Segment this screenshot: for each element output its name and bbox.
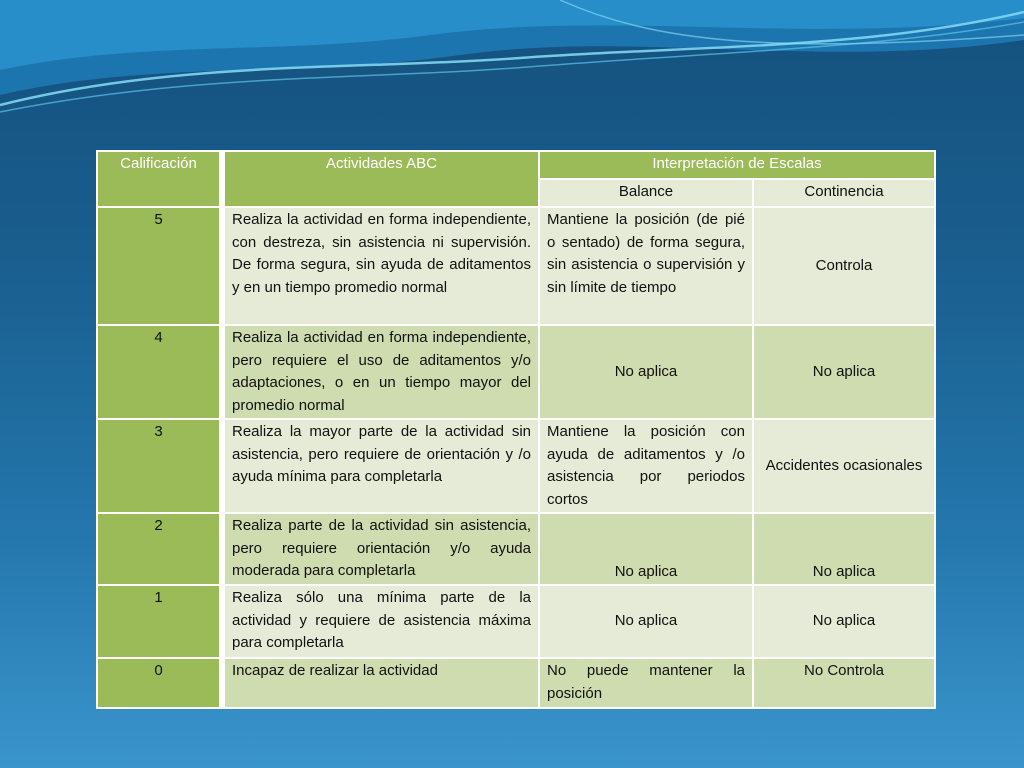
background-waves xyxy=(0,0,1024,130)
continencia-cell: Controla xyxy=(753,207,935,325)
balance-cell: No aplica xyxy=(539,585,753,658)
score-cell: 5 xyxy=(97,207,222,325)
table-row xyxy=(97,207,935,325)
continencia-cell: No Controla xyxy=(753,658,935,708)
balance-cell: No aplica xyxy=(539,325,753,419)
table-row xyxy=(97,513,935,585)
header-continencia: Continencia xyxy=(753,179,935,207)
activity-cell: Realiza la actividad en forma independiente, con destreza, sin asistencia ni supervisión. De forma segura, sin ayuda de aditamentos y en un tiempo promedio normal xyxy=(222,207,539,325)
continencia-cell: No aplica xyxy=(753,513,935,585)
header-interpretacion: Interpretación de Escalas xyxy=(539,151,935,179)
continencia-cell: No aplica xyxy=(753,325,935,419)
score-cell: 0 xyxy=(97,658,222,708)
balance-cell: No puede mantener la posición xyxy=(539,658,753,708)
header-calificacion: Calificación xyxy=(97,151,222,207)
activity-cell: Realiza sólo una mínima parte de la actividad y requiere de asistencia máxima para completarla xyxy=(222,585,539,658)
table-row xyxy=(97,325,935,419)
score-cell: 2 xyxy=(97,513,222,585)
activity-cell: Realiza parte de la actividad sin asistencia, pero requiere orientación y/o ayuda moderada para completarla xyxy=(222,513,539,585)
header-balance: Balance xyxy=(539,179,753,207)
score-cell: 4 xyxy=(97,325,222,419)
table-header-row xyxy=(97,151,935,179)
activity-cell: Realiza la mayor parte de la actividad sin asistencia, pero requiere de orientación y /o ayuda mínima para completarla xyxy=(222,419,539,513)
header-actividades: Actividades ABC xyxy=(222,151,539,207)
score-cell: 1 xyxy=(97,585,222,658)
activity-cell: Realiza la actividad en forma independiente, pero requiere el uso de aditamentos y/o adaptaciones, o en un tiempo mayor del promedio normal xyxy=(222,325,539,419)
continencia-cell: Accidentes ocasionales xyxy=(753,419,935,513)
score-cell: 3 xyxy=(97,419,222,513)
table-row xyxy=(97,658,935,708)
activity-cell: Incapaz de realizar la actividad xyxy=(222,658,539,708)
continencia-cell: No aplica xyxy=(753,585,935,658)
activities-scale-table xyxy=(96,150,936,709)
table-row xyxy=(97,419,935,513)
balance-cell: No aplica xyxy=(539,513,753,585)
balance-cell: Mantiene la posición con ayuda de aditamentos y /o asistencia por periodos cortos xyxy=(539,419,753,513)
table-row xyxy=(97,585,935,658)
balance-cell: Mantiene la posición (de pié o sentado) de forma segura, sin asistencia o supervisión y sin límite de tiempo xyxy=(539,207,753,325)
